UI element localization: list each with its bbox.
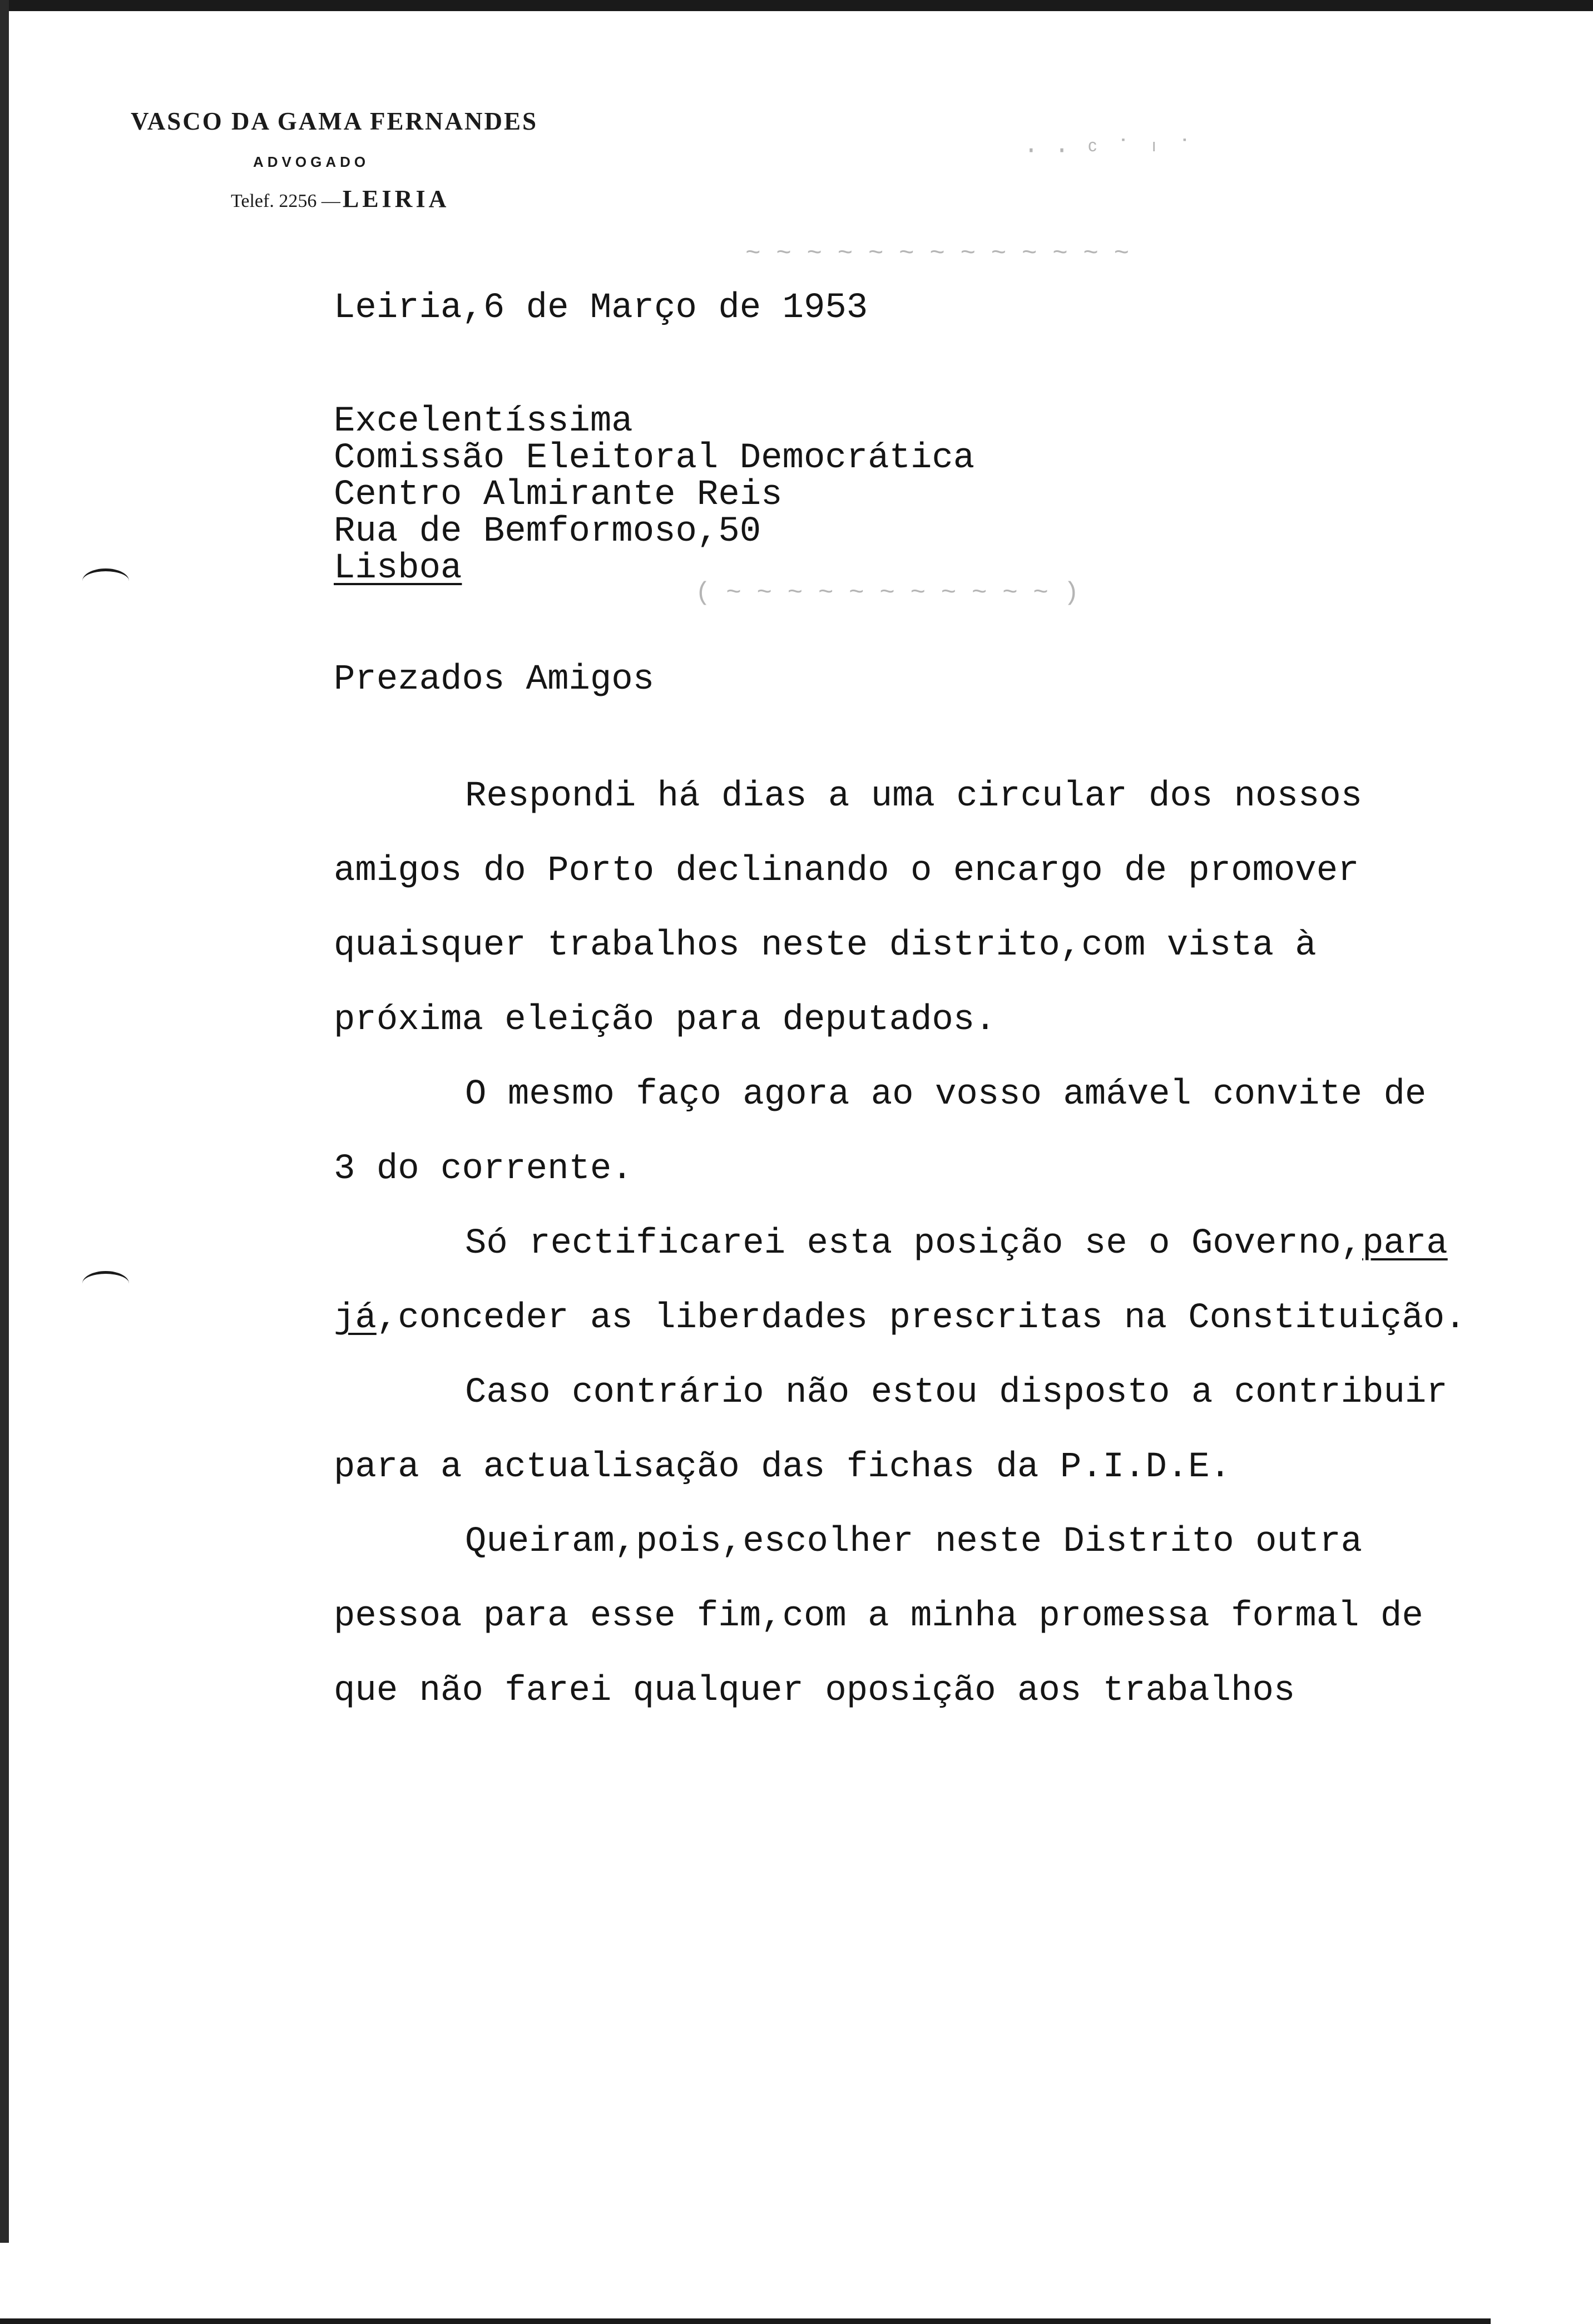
date-line: Leiria,6 de Março de 1953 bbox=[334, 288, 868, 328]
show-through-text: ( ~ ~ ~ ~ ~ ~ ~ ~ ~ ~ ~ ) bbox=[695, 578, 1080, 607]
paragraph bbox=[334, 1206, 1468, 1356]
paragraph bbox=[334, 1356, 1468, 1505]
recipient-line: Rua de Bemformoso,50 bbox=[334, 512, 761, 552]
letterhead-phone bbox=[231, 185, 449, 213]
letterhead-phone-label: Telef. 2256 — bbox=[231, 191, 340, 211]
recipient-city: Lisboa bbox=[334, 548, 462, 589]
page-bottom-rule bbox=[0, 2318, 1491, 2324]
paragraph-text: Caso contrário não estou disposto a contribuir para a actualisação das fichas da P.I.D.E. bbox=[334, 1373, 1448, 1487]
paragraph bbox=[334, 759, 1468, 1057]
scan-top-edge bbox=[0, 0, 1593, 11]
recipient-line: Centro Almirante Reis bbox=[334, 475, 783, 515]
salutation: Prezados Amigos bbox=[334, 660, 655, 700]
scan-left-edge bbox=[0, 0, 9, 2243]
letterhead bbox=[131, 107, 538, 212]
letterhead-city: LEIRIA bbox=[342, 185, 450, 212]
recipient-line: Excelentíssima bbox=[334, 402, 633, 442]
paragraph-text: Queiram,pois,escolher neste Distrito outra pessoa para esse fim,com a minha promessa formal de que não farei qualquer oposição aos trabalhos bbox=[334, 1522, 1423, 1711]
paragraph-text: Respondi há dias a uma circular dos nossos amigos do Porto declinando o encargo de promover quaisquer trabalhos neste distrito,com vista à próxima eleição para deputados. bbox=[334, 777, 1363, 1040]
letter-body bbox=[334, 759, 1468, 1728]
paragraph-text: O mesmo faço agora ao vosso amável convite de 3 do corrente. bbox=[334, 1075, 1427, 1189]
paragraph bbox=[334, 1057, 1468, 1206]
punch-hole-mark bbox=[82, 1271, 129, 1296]
recipient-line: Comissão Eleitoral Democrática bbox=[334, 438, 975, 478]
paragraph-text: ,conceder as liberdades prescritas na Constituição. bbox=[376, 1298, 1466, 1338]
paragraph bbox=[334, 1505, 1468, 1728]
paragraph-text: Só rectificarei esta posição se o Governo, bbox=[465, 1224, 1363, 1264]
show-through-text: · · ᶜ ˙ ᶦ ˙ bbox=[1023, 136, 1193, 165]
punch-hole-mark bbox=[82, 568, 129, 594]
letterhead-title: ADVOGADO bbox=[253, 154, 370, 170]
underlined-phrase: para já bbox=[334, 1224, 1448, 1338]
letterhead-name: VASCO DA GAMA FERNANDES bbox=[131, 107, 538, 135]
show-through-text: ~ ~ ~ ~ ~ ~ ~ ~ ~ ~ ~ ~ ~ bbox=[745, 239, 1130, 268]
